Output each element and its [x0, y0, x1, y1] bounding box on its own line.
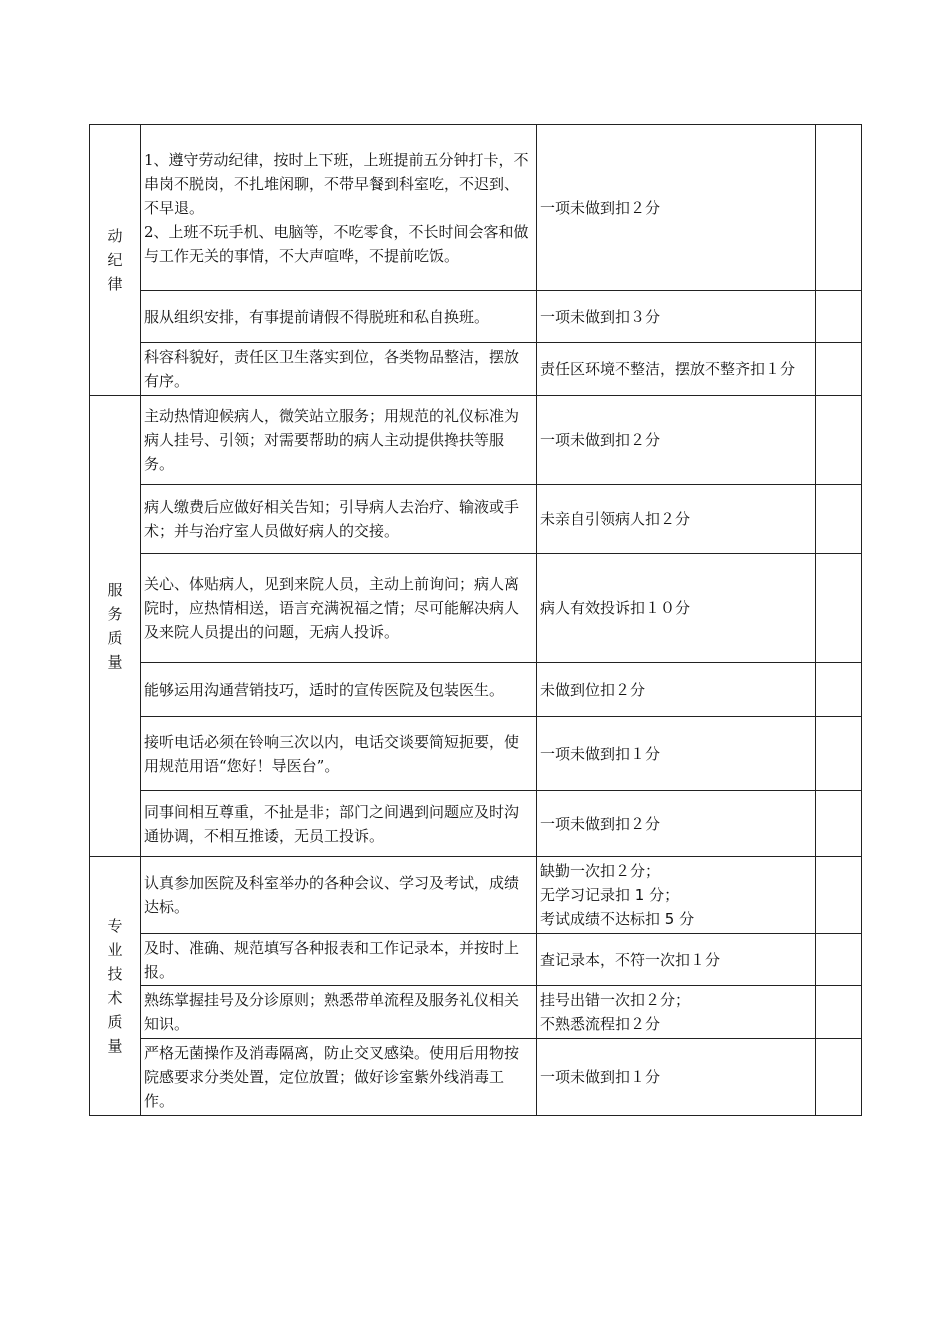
requirement-cell: 同事间相互尊重，不扯是非；部门之间遇到问题应及时沟通协调，不相互推诿，无员工投诉。	[141, 791, 537, 857]
deduction-cell: 未亲自引领病人扣２分	[537, 485, 816, 554]
requirement-cell: 关心、体贴病人，见到来院人员，主动上前询问；病人离院时，应热情相送，语言充满祝福之情；尽可能解决病人及来院人员提出的问题，无病人投诉。	[141, 554, 537, 663]
requirement-cell: 1、遵守劳动纪律，按时上下班，上班提前五分钟打卡，不串岗不脱岗，不扎堆闲聊，不带早餐到科室吃，不迟到、不早退。 2、上班不玩手机、电脑等，不吃零食，不长时间会客和做与工作无关的事情，不大声喧哗，不提前吃饭。	[141, 125, 537, 291]
score-cell	[816, 934, 862, 986]
score-cell	[816, 986, 862, 1039]
table-row	[90, 1039, 862, 1116]
requirement-cell: 接听电话必须在铃响三次以内，电话交谈要简短扼要，使用规范用语“您好！导医台”。	[141, 717, 537, 791]
table-row	[90, 934, 862, 986]
category-cell: 专业技术质量	[90, 857, 141, 1116]
table-row	[90, 125, 862, 291]
score-cell	[816, 485, 862, 554]
score-cell	[816, 291, 862, 343]
deduction-cell: 一项未做到扣１分	[537, 1039, 816, 1116]
requirement-cell: 病人缴费后应做好相关告知；引导病人去治疗、输液或手术；并与治疗室人员做好病人的交接。	[141, 485, 537, 554]
deduction-cell: 缺勤一次扣２分； 无学习记录扣 1 分； 考试成绩不达标扣 5 分	[537, 857, 816, 934]
requirement-cell: 严格无菌操作及消毒隔离，防止交叉感染。使用后用物按院感要求分类处置，定位放置；做好诊室紫外线消毒工作。	[141, 1039, 537, 1116]
requirement-cell: 及时、准确、规范填写各种报表和工作记录本，并按时上报。	[141, 934, 537, 986]
table-row	[90, 396, 862, 485]
requirement-cell: 能够运用沟通营销技巧，适时的宣传医院及包装医生。	[141, 663, 537, 717]
table-row	[90, 485, 862, 554]
deduction-cell: 一项未做到扣２分	[537, 791, 816, 857]
category-cell: 动纪律	[90, 125, 141, 396]
deduction-cell: 一项未做到扣２分	[537, 396, 816, 485]
requirement-cell: 服从组织安排，有事提前请假不得脱班和私自换班。	[141, 291, 537, 343]
score-cell	[816, 663, 862, 717]
score-cell	[816, 554, 862, 663]
deduction-cell: 挂号出错一次扣２分； 不熟悉流程扣２分	[537, 986, 816, 1039]
score-cell	[816, 1039, 862, 1116]
table-row	[90, 857, 862, 934]
requirement-cell: 主动热情迎候病人，微笑站立服务；用规范的礼仪标准为病人挂号、引领；对需要帮助的病人主动提供搀扶等服务。	[141, 396, 537, 485]
table-row	[90, 343, 862, 396]
requirement-cell: 熟练掌握挂号及分诊原则；熟悉带单流程及服务礼仪相关知识。	[141, 986, 537, 1039]
table-row	[90, 791, 862, 857]
table-row	[90, 663, 862, 717]
score-cell	[816, 717, 862, 791]
deduction-cell: 责任区环境不整洁，摆放不整齐扣１分	[537, 343, 816, 396]
score-cell	[816, 343, 862, 396]
deduction-cell: 未做到位扣２分	[537, 663, 816, 717]
assessment-table	[89, 124, 862, 1116]
table-row	[90, 717, 862, 791]
deduction-cell: 查记录本，不符一次扣１分	[537, 934, 816, 986]
category-cell: 服务质量	[90, 396, 141, 857]
deduction-cell: 一项未做到扣２分	[537, 125, 816, 291]
score-cell	[816, 125, 862, 291]
table-row	[90, 554, 862, 663]
table-row	[90, 291, 862, 343]
score-cell	[816, 396, 862, 485]
score-cell	[816, 791, 862, 857]
deduction-cell: 病人有效投诉扣１０分	[537, 554, 816, 663]
deduction-cell: 一项未做到扣３分	[537, 291, 816, 343]
score-cell	[816, 857, 862, 934]
deduction-cell: 一项未做到扣１分	[537, 717, 816, 791]
requirement-cell: 认真参加医院及科室举办的各种会议、学习及考试，成绩达标。	[141, 857, 537, 934]
table-row	[90, 986, 862, 1039]
requirement-cell: 科容科貌好，责任区卫生落实到位，各类物品整洁，摆放有序。	[141, 343, 537, 396]
